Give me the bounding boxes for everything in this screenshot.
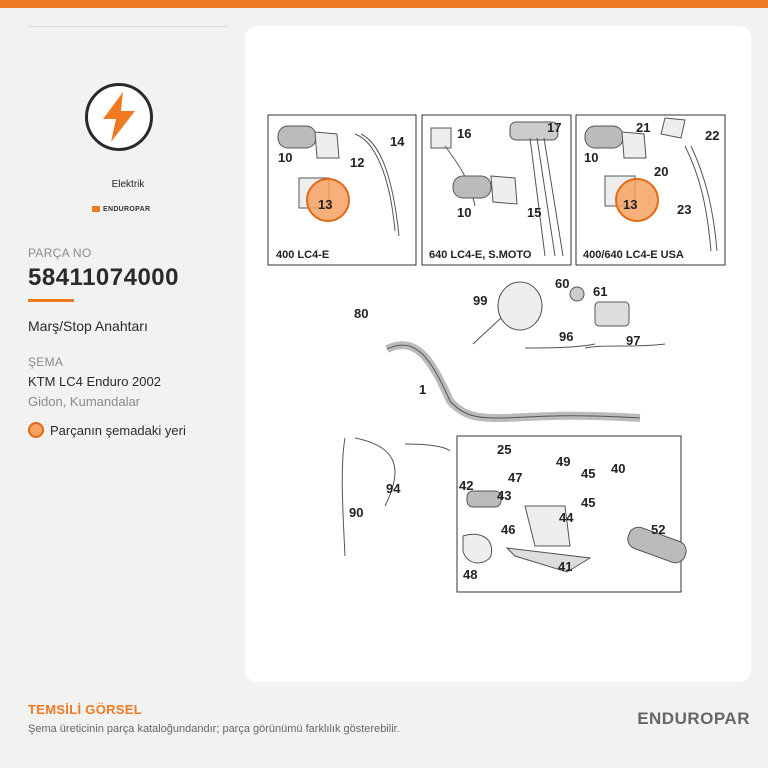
callout-number: 97 — [626, 333, 641, 348]
callout-number: 49 — [556, 454, 571, 469]
brand-logo-small — [92, 206, 150, 213]
callout-number: 90 — [349, 505, 364, 520]
callout-number: 61 — [593, 284, 608, 299]
schema-group: Gidon, Kumandalar — [28, 394, 141, 409]
callout-number: 43 — [497, 488, 512, 503]
callout-number: 10 — [584, 150, 599, 165]
inset-caption: 640 LC4-E, S.MOTO — [429, 249, 532, 261]
callout-number: 41 — [558, 559, 573, 574]
callout-number: 47 — [508, 470, 523, 485]
inset-2-parts — [431, 122, 563, 256]
disclaimer-note: Şema üreticinin parça kataloğundandır; parça görünümü farklılık gösterebilir. — [28, 723, 400, 735]
lightning-bolt-icon — [85, 83, 153, 151]
inset-caption: 400/640 LC4-E USA — [583, 249, 684, 261]
callout-number: 14 — [390, 134, 405, 149]
callout-number: 13 — [623, 197, 638, 212]
callout-number: 46 — [501, 522, 516, 537]
inset-caption: 400 LC4-E — [276, 249, 330, 261]
callout-number: 25 — [497, 442, 512, 457]
schema-model: KTM LC4 Enduro 2002 — [28, 374, 161, 389]
callout-number: 20 — [654, 164, 669, 179]
callout-number: 48 — [463, 567, 478, 582]
diagram-card — [245, 26, 751, 682]
brand-small-text: ENDUROPAR — [103, 206, 151, 213]
callout-number: 12 — [350, 155, 365, 170]
callout-number: 42 — [459, 478, 474, 493]
location-legend-text: Parçanın şemadaki yeri — [50, 423, 186, 438]
parts-diagram — [245, 26, 751, 682]
callout-number: 15 — [527, 205, 542, 220]
part-no-label: PARÇA NO — [28, 246, 92, 260]
callout-number: 44 — [559, 510, 574, 525]
callout-number: 60 — [555, 276, 570, 291]
representative-image-title: TEMSİLİ GÖRSEL — [28, 702, 142, 717]
callout-number: 10 — [278, 150, 293, 165]
main-parts — [342, 282, 689, 592]
part-name: Marş/Stop Anahtarı — [28, 318, 148, 334]
part-number: 58411074000 — [28, 264, 179, 291]
callout-number: 16 — [457, 126, 472, 141]
callout-number: 13 — [318, 197, 333, 212]
callout-number: 96 — [559, 329, 574, 344]
callout-number: 40 — [611, 461, 626, 476]
schema-label: ŞEMA — [28, 355, 64, 369]
callout-number: 94 — [386, 481, 401, 496]
callout-number: 99 — [473, 293, 488, 308]
highlight-marker-icon — [28, 422, 44, 438]
location-legend — [28, 422, 186, 438]
callout-number: 80 — [354, 306, 369, 321]
top-accent-bar — [0, 0, 768, 8]
sidebar-divider — [28, 26, 228, 27]
callout-number: 17 — [547, 120, 562, 135]
accent-underline — [28, 299, 74, 302]
callout-number: 21 — [636, 120, 651, 135]
brand-mark-icon — [92, 206, 100, 212]
callout-number: 45 — [581, 495, 596, 510]
category-label: Elektrik — [111, 179, 145, 190]
callout-number: 52 — [651, 522, 666, 537]
callout-number: 23 — [677, 202, 692, 217]
callout-number: 45 — [581, 466, 596, 481]
callout-number: 1 — [419, 382, 427, 397]
callout-number: 10 — [457, 205, 472, 220]
callout-number: 22 — [705, 128, 720, 143]
brand-wordmark: ENDUROPAR — [637, 709, 750, 728]
